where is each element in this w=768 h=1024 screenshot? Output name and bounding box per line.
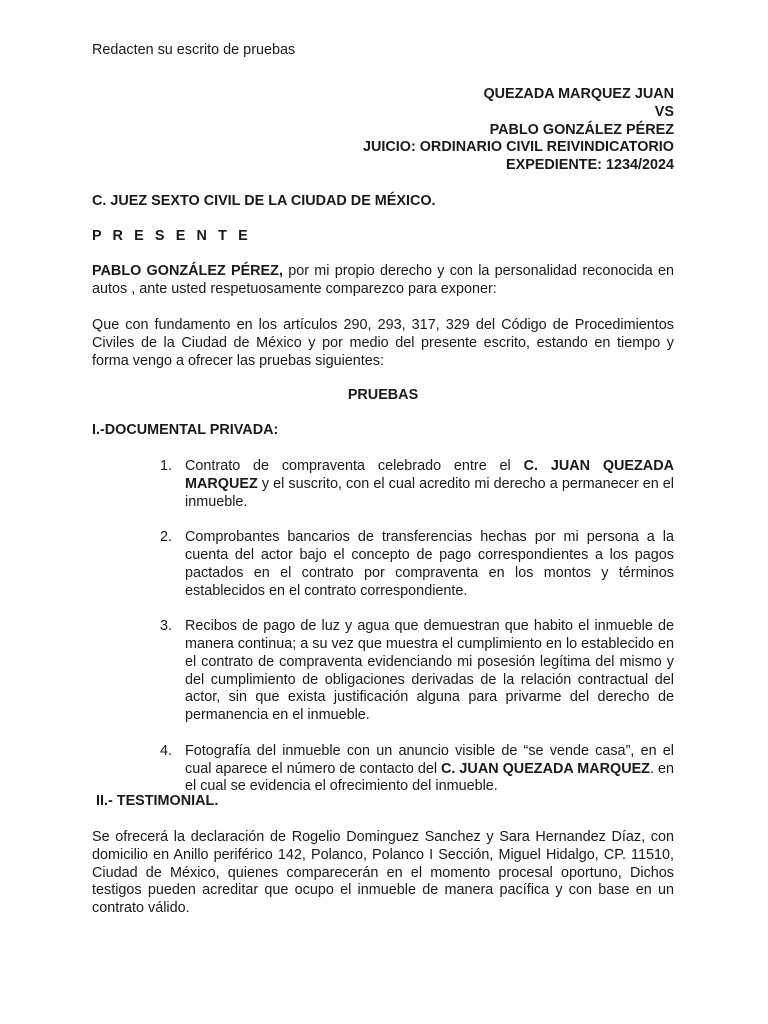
plaintiff-name: QUEZADA MARQUEZ JUAN [483, 86, 674, 102]
item-number: 4. [160, 742, 173, 759]
item-text: Fotografía del inmueble con un anuncio visible de “se vende casa”, en el cual aparece el número de contacto del [185, 742, 674, 777]
item-text: Recibos de pago de luz y agua que demuestran que habito el inmueble de manera continua; a su vez que muestra el cumplimiento en lo establecido en el contrato de compraventa evidenciando mi posesión legítima del mismo y del cumplimiento de obligaciones derivadas de la relación contractual del actor, sin que exista justificación alguna para privarme del derecho de permanencia en el inmueble. [185, 618, 674, 724]
item-text-end: y el suscrito, con el cual acredito mi derecho a permanecer en el inmueble. [185, 475, 674, 510]
presente-heading: P R E S E N T E [92, 228, 252, 244]
list-item [160, 743, 674, 796]
testimonial-paragraph: Se ofrecerá la declaración de Rogelio Dominguez Sanchez y Sara Hernandez Díaz, con domicilio en Anillo periférico 142, Polanco, Polanco I Sección, Miguel Hidalgo, CP. 11510, Ciudad de México, quienes comparecerán en el momento procesal oportuno, Dichos testigos pueden acreditar que ocupo el inmueble de manera pacífica y con base en un contrato válido. [92, 829, 674, 917]
case-number: EXPEDIENTE: 1234/2024 [506, 157, 674, 174]
list-item [160, 529, 674, 600]
item-number: 1. [160, 458, 173, 474]
item-bold-name: C. JUAN QUEZADA MARQUEZ [441, 760, 650, 777]
versus-label: VS [654, 103, 674, 120]
legal-basis-paragraph: Que con fundamento en los artículos 290, 293, 317, 329 del Código de Procedimientos Civiles de la Ciudad de México y por medio del presente escrito, estando en tiempo y forma vengo a ofrecer las pruebas siguientes: [92, 317, 674, 369]
item-text: Comprobantes bancarios de transferencias hechas por mi persona a la cuenta del actor bajo el concepto de pago correspondientes a los pagos pactados en el contrato por compraventa en los montos y términos establecidos en el contrato correspondiente. [185, 529, 674, 599]
item-text-end: . en el cual se evidencia el ofrecimiento del inmueble. [185, 760, 674, 795]
addressee: C. JUEZ SEXTO CIVIL DE LA CIUDAD DE MÉXICO. [92, 193, 436, 209]
item-number: 2. [160, 529, 173, 546]
intro-paragraph [92, 263, 674, 299]
pruebas-title: PRUEBAS [347, 387, 419, 403]
instruction-line: Redacten su escrito de pruebas [92, 42, 296, 58]
list-item [160, 618, 674, 725]
intro-text: por mi propio derecho y con la personalidad reconocida en autos , ante usted respetuosamente comparezco para exponer: [92, 263, 674, 297]
defendant-name: PABLO GONZÁLEZ PÉREZ [489, 121, 674, 138]
list-item [160, 458, 674, 511]
trial-type: JUICIO: ORDINARIO CIVIL REIVINDICATORIO [362, 139, 674, 156]
item-bold-name: C. JUAN QUEZADA MARQUEZ [185, 458, 674, 492]
documental-list [160, 458, 674, 814]
intro-name: PABLO GONZÁLEZ PÉREZ, [92, 263, 283, 279]
section-testimonial-title: II.- TESTIMONIAL. [92, 793, 219, 809]
case-header [92, 86, 674, 175]
item-number: 3. [160, 618, 173, 635]
section-documental-title: I.-DOCUMENTAL PRIVADA: [92, 422, 279, 438]
item-text: Contrato de compraventa celebrado entre el [185, 458, 524, 474]
